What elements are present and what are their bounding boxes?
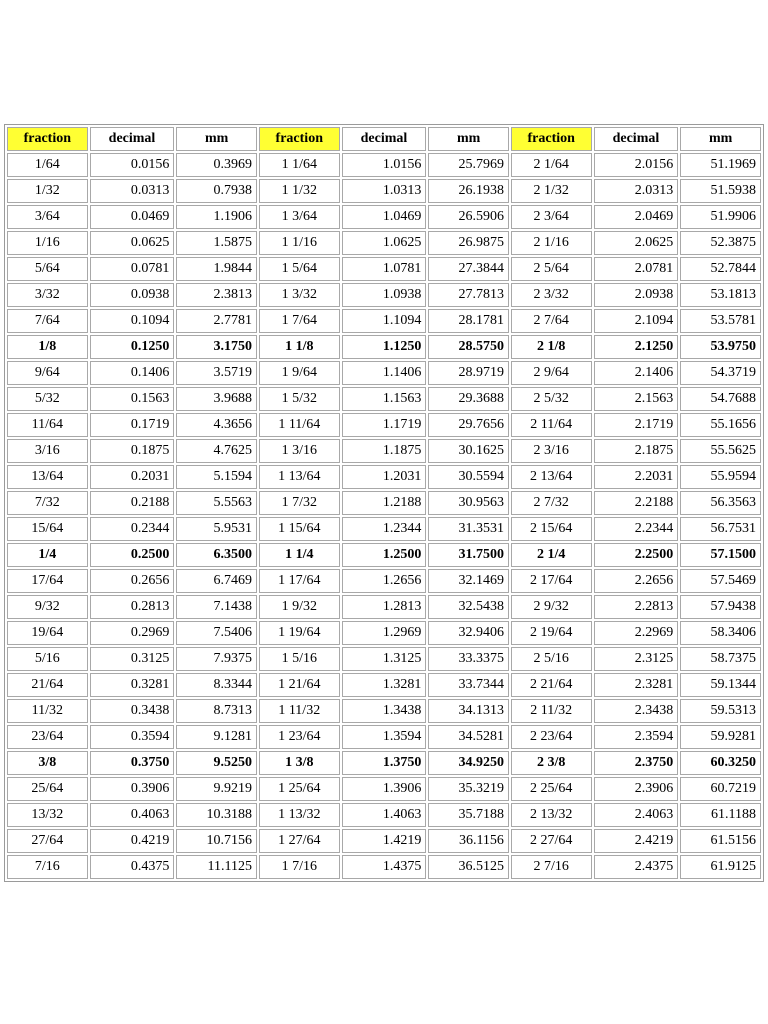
header-mm: mm: [428, 127, 509, 151]
cell-mm: 4.3656: [176, 413, 257, 437]
cell-decimal: 2.3125: [594, 647, 679, 671]
cell-fraction: 2 5/16: [511, 647, 592, 671]
cell-mm: 57.5469: [680, 569, 761, 593]
cell-fraction: 2 11/32: [511, 699, 592, 723]
cell-fraction: 1 27/64: [259, 829, 340, 853]
cell-decimal: 1.2813: [342, 595, 427, 619]
cell-decimal: 2.3281: [594, 673, 679, 697]
cell-fraction: 1 15/64: [259, 517, 340, 541]
cell-decimal: 2.1406: [594, 361, 679, 385]
cell-decimal: 2.2500: [594, 543, 679, 567]
cell-fraction: 1 25/64: [259, 777, 340, 801]
cell-mm: 30.5594: [428, 465, 509, 489]
cell-decimal: 2.2031: [594, 465, 679, 489]
cell-fraction: 1/64: [7, 153, 88, 177]
cell-decimal: 2.2969: [594, 621, 679, 645]
cell-fraction: 2 3/16: [511, 439, 592, 463]
table-row: [7, 855, 761, 879]
cell-mm: 52.7844: [680, 257, 761, 281]
cell-mm: 61.5156: [680, 829, 761, 853]
cell-decimal: 2.2656: [594, 569, 679, 593]
cell-decimal: 0.1250: [90, 335, 175, 359]
table-row: [7, 465, 761, 489]
cell-mm: 56.3563: [680, 491, 761, 515]
cell-fraction: 5/32: [7, 387, 88, 411]
header-decimal: decimal: [342, 127, 427, 151]
header-decimal: decimal: [90, 127, 175, 151]
cell-decimal: 1.0313: [342, 179, 427, 203]
cell-mm: 31.7500: [428, 543, 509, 567]
cell-fraction: 1/8: [7, 335, 88, 359]
cell-decimal: 0.2031: [90, 465, 175, 489]
cell-decimal: 1.3594: [342, 725, 427, 749]
cell-mm: 0.7938: [176, 179, 257, 203]
cell-mm: 55.9594: [680, 465, 761, 489]
cell-mm: 34.9250: [428, 751, 509, 775]
cell-decimal: 0.2500: [90, 543, 175, 567]
cell-mm: 3.1750: [176, 335, 257, 359]
cell-fraction: 1 5/16: [259, 647, 340, 671]
table-row: [7, 543, 761, 567]
cell-mm: 33.3375: [428, 647, 509, 671]
cell-decimal: 0.2969: [90, 621, 175, 645]
cell-fraction: 11/32: [7, 699, 88, 723]
cell-fraction: 1 11/32: [259, 699, 340, 723]
cell-decimal: 1.0156: [342, 153, 427, 177]
cell-decimal: 2.0469: [594, 205, 679, 229]
table-row: [7, 283, 761, 307]
cell-decimal: 0.4063: [90, 803, 175, 827]
cell-mm: 34.5281: [428, 725, 509, 749]
cell-fraction: 7/32: [7, 491, 88, 515]
cell-decimal: 0.3750: [90, 751, 175, 775]
cell-fraction: 3/8: [7, 751, 88, 775]
cell-decimal: 1.4375: [342, 855, 427, 879]
cell-mm: 58.3406: [680, 621, 761, 645]
cell-decimal: 0.1094: [90, 309, 175, 333]
cell-fraction: 2 9/32: [511, 595, 592, 619]
cell-fraction: 2 3/32: [511, 283, 592, 307]
cell-decimal: 1.2031: [342, 465, 427, 489]
table-row: [7, 439, 761, 463]
cell-mm: 2.7781: [176, 309, 257, 333]
cell-fraction: 1 23/64: [259, 725, 340, 749]
cell-fraction: 2 7/32: [511, 491, 592, 515]
cell-mm: 60.3250: [680, 751, 761, 775]
cell-fraction: 1 13/32: [259, 803, 340, 827]
cell-mm: 32.1469: [428, 569, 509, 593]
cell-decimal: 0.1563: [90, 387, 175, 411]
conversion-table: [4, 124, 764, 882]
cell-decimal: 1.1094: [342, 309, 427, 333]
cell-mm: 52.3875: [680, 231, 761, 255]
cell-decimal: 1.3125: [342, 647, 427, 671]
cell-fraction: 3/64: [7, 205, 88, 229]
cell-mm: 6.7469: [176, 569, 257, 593]
cell-decimal: 1.2500: [342, 543, 427, 567]
cell-mm: 58.7375: [680, 647, 761, 671]
cell-mm: 55.5625: [680, 439, 761, 463]
cell-fraction: 2 1/8: [511, 335, 592, 359]
cell-decimal: 1.3438: [342, 699, 427, 723]
cell-mm: 25.7969: [428, 153, 509, 177]
cell-fraction: 1 21/64: [259, 673, 340, 697]
cell-fraction: 1 19/64: [259, 621, 340, 645]
cell-decimal: 2.1094: [594, 309, 679, 333]
cell-decimal: 1.3750: [342, 751, 427, 775]
cell-decimal: 0.3125: [90, 647, 175, 671]
cell-decimal: 1.4063: [342, 803, 427, 827]
cell-fraction: 1 3/16: [259, 439, 340, 463]
cell-fraction: 1 1/8: [259, 335, 340, 359]
cell-mm: 27.7813: [428, 283, 509, 307]
cell-fraction: 2 13/32: [511, 803, 592, 827]
cell-fraction: 1 17/64: [259, 569, 340, 593]
cell-mm: 60.7219: [680, 777, 761, 801]
cell-decimal: 2.1875: [594, 439, 679, 463]
cell-mm: 30.1625: [428, 439, 509, 463]
cell-fraction: 5/64: [7, 257, 88, 281]
cell-fraction: 3/32: [7, 283, 88, 307]
table-row: [7, 335, 761, 359]
cell-fraction: 1 1/32: [259, 179, 340, 203]
cell-mm: 53.9750: [680, 335, 761, 359]
cell-fraction: 2 27/64: [511, 829, 592, 853]
cell-decimal: 1.3906: [342, 777, 427, 801]
cell-fraction: 2 9/64: [511, 361, 592, 385]
cell-fraction: 3/16: [7, 439, 88, 463]
cell-mm: 30.9563: [428, 491, 509, 515]
cell-fraction: 2 15/64: [511, 517, 592, 541]
cell-mm: 5.1594: [176, 465, 257, 489]
cell-decimal: 2.4375: [594, 855, 679, 879]
header-decimal: decimal: [594, 127, 679, 151]
cell-fraction: 25/64: [7, 777, 88, 801]
cell-decimal: 1.0625: [342, 231, 427, 255]
header-fraction: fraction: [7, 127, 88, 151]
cell-mm: 10.7156: [176, 829, 257, 853]
cell-mm: 61.1188: [680, 803, 761, 827]
cell-fraction: 11/64: [7, 413, 88, 437]
cell-fraction: 1 5/64: [259, 257, 340, 281]
cell-fraction: 13/32: [7, 803, 88, 827]
cell-mm: 28.1781: [428, 309, 509, 333]
cell-fraction: 13/64: [7, 465, 88, 489]
cell-mm: 53.1813: [680, 283, 761, 307]
cell-mm: 55.1656: [680, 413, 761, 437]
cell-mm: 26.5906: [428, 205, 509, 229]
cell-fraction: 1 7/64: [259, 309, 340, 333]
cell-decimal: 2.1250: [594, 335, 679, 359]
cell-mm: 53.5781: [680, 309, 761, 333]
cell-mm: 3.5719: [176, 361, 257, 385]
cell-fraction: 27/64: [7, 829, 88, 853]
cell-mm: 59.9281: [680, 725, 761, 749]
cell-mm: 1.5875: [176, 231, 257, 255]
cell-mm: 29.3688: [428, 387, 509, 411]
cell-fraction: 2 21/64: [511, 673, 592, 697]
header-fraction: fraction: [511, 127, 592, 151]
header-mm: mm: [176, 127, 257, 151]
cell-decimal: 0.0625: [90, 231, 175, 255]
cell-fraction: 17/64: [7, 569, 88, 593]
cell-mm: 31.3531: [428, 517, 509, 541]
table-row: [7, 361, 761, 385]
cell-fraction: 1 3/32: [259, 283, 340, 307]
table-row: [7, 205, 761, 229]
cell-mm: 6.3500: [176, 543, 257, 567]
table-row: [7, 647, 761, 671]
cell-decimal: 1.1563: [342, 387, 427, 411]
cell-decimal: 2.3438: [594, 699, 679, 723]
cell-decimal: 0.4375: [90, 855, 175, 879]
cell-mm: 56.7531: [680, 517, 761, 541]
cell-decimal: 1.3281: [342, 673, 427, 697]
cell-mm: 57.9438: [680, 595, 761, 619]
table-body: [7, 153, 761, 879]
cell-mm: 61.9125: [680, 855, 761, 879]
cell-fraction: 1 5/32: [259, 387, 340, 411]
cell-fraction: 2 25/64: [511, 777, 592, 801]
cell-decimal: 2.0625: [594, 231, 679, 255]
cell-decimal: 2.0156: [594, 153, 679, 177]
cell-fraction: 1 3/64: [259, 205, 340, 229]
table-row: [7, 803, 761, 827]
table-row: [7, 673, 761, 697]
table-row: [7, 777, 761, 801]
cell-fraction: 2 17/64: [511, 569, 592, 593]
cell-decimal: 0.1719: [90, 413, 175, 437]
cell-decimal: 2.0313: [594, 179, 679, 203]
cell-mm: 26.9875: [428, 231, 509, 255]
table-row: [7, 621, 761, 645]
cell-decimal: 2.0781: [594, 257, 679, 281]
cell-fraction: 2 1/4: [511, 543, 592, 567]
cell-mm: 27.3844: [428, 257, 509, 281]
cell-fraction: 5/16: [7, 647, 88, 671]
cell-decimal: 0.3594: [90, 725, 175, 749]
cell-mm: 35.7188: [428, 803, 509, 827]
table-row: [7, 569, 761, 593]
cell-fraction: 1 1/4: [259, 543, 340, 567]
cell-fraction: 1 7/16: [259, 855, 340, 879]
cell-mm: 0.3969: [176, 153, 257, 177]
cell-fraction: 15/64: [7, 517, 88, 541]
cell-decimal: 1.0781: [342, 257, 427, 281]
cell-mm: 1.1906: [176, 205, 257, 229]
cell-fraction: 1 9/64: [259, 361, 340, 385]
cell-decimal: 0.0781: [90, 257, 175, 281]
table-row: [7, 231, 761, 255]
cell-mm: 7.1438: [176, 595, 257, 619]
cell-decimal: 0.4219: [90, 829, 175, 853]
cell-fraction: 1 13/64: [259, 465, 340, 489]
cell-mm: 2.3813: [176, 283, 257, 307]
cell-fraction: 2 1/32: [511, 179, 592, 203]
cell-mm: 59.1344: [680, 673, 761, 697]
cell-fraction: 1 9/32: [259, 595, 340, 619]
cell-decimal: 2.3594: [594, 725, 679, 749]
cell-decimal: 1.1719: [342, 413, 427, 437]
cell-fraction: 19/64: [7, 621, 88, 645]
cell-mm: 1.9844: [176, 257, 257, 281]
cell-decimal: 2.1563: [594, 387, 679, 411]
cell-decimal: 0.3281: [90, 673, 175, 697]
table-row: [7, 309, 761, 333]
cell-fraction: 9/64: [7, 361, 88, 385]
cell-mm: 8.3344: [176, 673, 257, 697]
cell-mm: 29.7656: [428, 413, 509, 437]
cell-fraction: 1 3/8: [259, 751, 340, 775]
cell-decimal: 2.0938: [594, 283, 679, 307]
cell-mm: 57.1500: [680, 543, 761, 567]
cell-fraction: 9/32: [7, 595, 88, 619]
cell-fraction: 1 11/64: [259, 413, 340, 437]
cell-mm: 9.9219: [176, 777, 257, 801]
cell-fraction: 21/64: [7, 673, 88, 697]
cell-mm: 26.1938: [428, 179, 509, 203]
cell-fraction: 2 5/32: [511, 387, 592, 411]
cell-mm: 32.5438: [428, 595, 509, 619]
cell-decimal: 0.0313: [90, 179, 175, 203]
cell-decimal: 2.2813: [594, 595, 679, 619]
cell-mm: 4.7625: [176, 439, 257, 463]
cell-fraction: 2 1/16: [511, 231, 592, 255]
table-row: [7, 595, 761, 619]
cell-fraction: 7/64: [7, 309, 88, 333]
cell-mm: 51.5938: [680, 179, 761, 203]
cell-decimal: 1.1406: [342, 361, 427, 385]
cell-mm: 35.3219: [428, 777, 509, 801]
cell-decimal: 2.1719: [594, 413, 679, 437]
cell-decimal: 0.0469: [90, 205, 175, 229]
cell-fraction: 7/16: [7, 855, 88, 879]
cell-fraction: 2 13/64: [511, 465, 592, 489]
cell-mm: 11.1125: [176, 855, 257, 879]
cell-fraction: 2 11/64: [511, 413, 592, 437]
cell-decimal: 2.4219: [594, 829, 679, 853]
cell-fraction: 1 1/16: [259, 231, 340, 255]
cell-fraction: 1/32: [7, 179, 88, 203]
cell-mm: 33.7344: [428, 673, 509, 697]
cell-decimal: 2.3906: [594, 777, 679, 801]
cell-decimal: 0.1875: [90, 439, 175, 463]
cell-fraction: 2 23/64: [511, 725, 592, 749]
cell-fraction: 1/4: [7, 543, 88, 567]
cell-mm: 5.5563: [176, 491, 257, 515]
cell-fraction: 2 5/64: [511, 257, 592, 281]
header-mm: mm: [680, 127, 761, 151]
cell-mm: 34.1313: [428, 699, 509, 723]
header-fraction: fraction: [259, 127, 340, 151]
table-row: [7, 699, 761, 723]
cell-mm: 51.9906: [680, 205, 761, 229]
cell-decimal: 0.2813: [90, 595, 175, 619]
cell-mm: 54.3719: [680, 361, 761, 385]
cell-fraction: 2 3/64: [511, 205, 592, 229]
table-row: [7, 153, 761, 177]
cell-mm: 28.5750: [428, 335, 509, 359]
table-row: [7, 517, 761, 541]
cell-fraction: 2 7/64: [511, 309, 592, 333]
cell-decimal: 1.1875: [342, 439, 427, 463]
cell-decimal: 1.2969: [342, 621, 427, 645]
table-row: [7, 725, 761, 749]
cell-decimal: 2.3750: [594, 751, 679, 775]
cell-fraction: 2 1/64: [511, 153, 592, 177]
cell-decimal: 0.0938: [90, 283, 175, 307]
cell-fraction: 2 7/16: [511, 855, 592, 879]
table-row: [7, 257, 761, 281]
table-row: [7, 387, 761, 411]
cell-decimal: 1.0469: [342, 205, 427, 229]
cell-fraction: 23/64: [7, 725, 88, 749]
cell-fraction: 1 1/64: [259, 153, 340, 177]
cell-decimal: 0.1406: [90, 361, 175, 385]
cell-mm: 10.3188: [176, 803, 257, 827]
cell-decimal: 0.2344: [90, 517, 175, 541]
table-row: [7, 829, 761, 853]
cell-decimal: 2.2344: [594, 517, 679, 541]
cell-mm: 7.9375: [176, 647, 257, 671]
cell-decimal: 1.2344: [342, 517, 427, 541]
cell-mm: 28.9719: [428, 361, 509, 385]
table-row: [7, 491, 761, 515]
cell-decimal: 0.3438: [90, 699, 175, 723]
cell-mm: 7.5406: [176, 621, 257, 645]
cell-mm: 59.5313: [680, 699, 761, 723]
cell-decimal: 2.4063: [594, 803, 679, 827]
cell-mm: 32.9406: [428, 621, 509, 645]
cell-decimal: 0.3906: [90, 777, 175, 801]
cell-decimal: 1.2188: [342, 491, 427, 515]
cell-mm: 8.7313: [176, 699, 257, 723]
cell-fraction: 1 7/32: [259, 491, 340, 515]
cell-mm: 54.7688: [680, 387, 761, 411]
cell-fraction: 2 3/8: [511, 751, 592, 775]
cell-decimal: 1.4219: [342, 829, 427, 853]
table-row: [7, 179, 761, 203]
cell-mm: 5.9531: [176, 517, 257, 541]
table-row: [7, 413, 761, 437]
cell-mm: 36.1156: [428, 829, 509, 853]
cell-fraction: 2 19/64: [511, 621, 592, 645]
cell-decimal: 0.0156: [90, 153, 175, 177]
table-row: [7, 751, 761, 775]
cell-mm: 3.9688: [176, 387, 257, 411]
cell-mm: 9.1281: [176, 725, 257, 749]
cell-decimal: 1.2656: [342, 569, 427, 593]
cell-decimal: 2.2188: [594, 491, 679, 515]
cell-mm: 36.5125: [428, 855, 509, 879]
cell-decimal: 0.2656: [90, 569, 175, 593]
cell-decimal: 0.2188: [90, 491, 175, 515]
cell-mm: 51.1969: [680, 153, 761, 177]
cell-fraction: 1/16: [7, 231, 88, 255]
header-row: [7, 127, 761, 151]
cell-decimal: 1.1250: [342, 335, 427, 359]
cell-mm: 9.5250: [176, 751, 257, 775]
cell-decimal: 1.0938: [342, 283, 427, 307]
